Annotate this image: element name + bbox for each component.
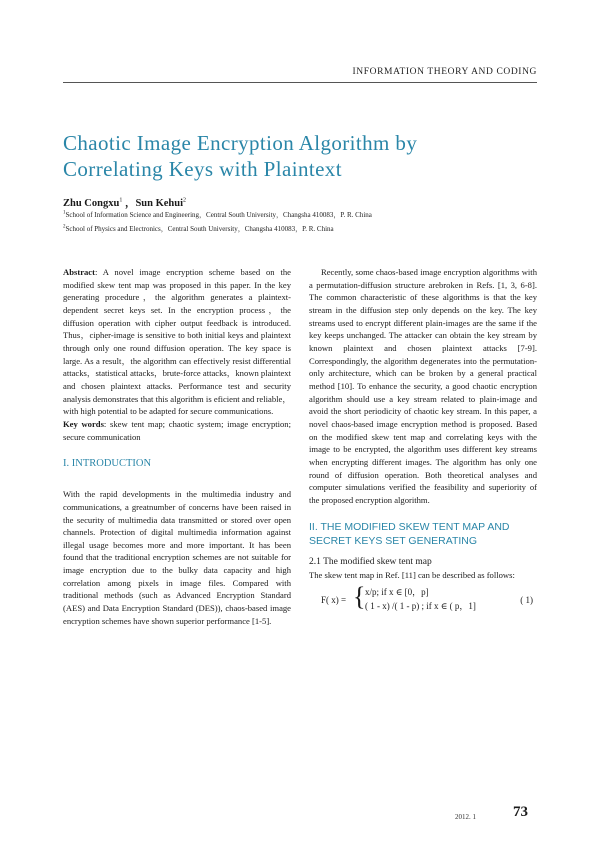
author-1: Zhu Congxu: [63, 198, 120, 209]
right-column: [309, 266, 537, 614]
affiliation-2: $^2$School of Physics and Electronics，Central South University，Changsha 410083，P. R. China: [63, 224, 334, 233]
affiliation-1: $^1$School of Information Science and Engineering，Central South University，Changsha 410083，P. R. China: [63, 210, 372, 219]
introduction-paragraph: With the rapid developments in the multimedia industry and communications, a greatnumber of concerns have been raised in the security of multimedia data transmitted or stored over open channels. Protection of digital multimedia information against illegal usage becomes more and more important. It has been found that the traditional encryption schemes are not suitable for image encryption due to the bulky data capacity and high correlation among pixels in image files. Compared with traditional methods (such as Advanced Encryption Standard (AES) and Data Encryption Standard (DES)), chaos-based image encryption schemes have shown superior performance [1-5].: [63, 489, 291, 626]
journal-section-header: INFORMATION THEORY AND CODING: [352, 67, 537, 77]
keywords: [63, 418, 291, 443]
section-1-heading: I. INTRODUCTION: [63, 458, 152, 470]
abstract-label: Abstract: [63, 267, 95, 277]
abstract-text: : A novel image encryption scheme based on the modified skew tent map was proposed in this paper. In the key generating procedure，the algorithm generates a plaintext-dependent secret keys set. In the encryption process，the diffusion operation with cipher output feedback is introduced. Thus，cipher-image is sensitive to both initial keys and plaintext through only one round diffusion operation. The key space is large. As a result，the algorithm can effectively resist differential attacks，statistical attacks，brute-force attacks，known plaintext and chosen plaintext attacks. Performance test and security analysis demonstrates that this algorithm is eficient and reliable，with high potential to be adapted for secure communications.: [63, 267, 291, 417]
header-rule: [63, 82, 537, 83]
author-2: ，Sun Kehui: [122, 198, 184, 209]
abstract: [63, 266, 291, 418]
equation-lhs: F( x) =: [321, 594, 347, 605]
keywords-label: Key words: [63, 418, 104, 429]
subsection-heading: 2.1 The modified skew tent map: [309, 557, 432, 568]
author-2-sup: 2: [183, 197, 187, 204]
left-column: [63, 266, 291, 627]
equation-number: ( 1): [520, 594, 533, 605]
page-number: 73: [513, 804, 528, 820]
equation-case-1: x/p; if x ∈ [0，p]: [365, 586, 429, 597]
equation-brace: {: [353, 581, 366, 611]
related-work-paragraph: Recently, some chaos-based image encryption algorithms with a permutation-diffusion structure arebroken in Refs. [1, 3, 6-8]. The common characteristic of these algorithms is that the key stream in the diffusion step only depends on the key. The key streams used to encrypt different plain-images are the same if the key keeps unchanged. The attacker can obtain the key stream by known plaintext and chosen plaintext attacks [7-9]. Correspondingly, the algorithm degenerates into the permutation-only architecture, which can be broken by a general practical method [10]. To enhance the security, a good chaotic encryption algorithm should use a key stream related to plain-image and avoid the short periodicity of chaotic key stream. In this paper, a novel chaos-based image encryption method is proposed. Based on the modified skew tent map and correlating keys with the image to be encrypted, the algorithm uses different key streams when encrypting different images. The algorithm has only one round of diffusion operation. Both theoretical analyses and computer simulations verified the feasibility and superiority of the proposed encryption algorithm.: [309, 267, 537, 505]
map-intro: The skew tent map in Ref. [11] can be described as follows:: [309, 570, 515, 581]
authors: [63, 195, 186, 210]
title-line-2: Correlating Keys with Plaintext: [63, 157, 342, 181]
title-line-1: Chaotic Image Encryption Algorithm by: [63, 131, 418, 155]
keywords-text: : skew tent map; chaotic system; image encryption; secure communication: [63, 418, 291, 442]
section-2-heading: II. THE MODIFIED SKEW TENT MAP AND SECRET KEYS SET GENERATING: [309, 521, 510, 548]
equation-1: [309, 581, 537, 614]
footer-year: 2012. 1: [455, 813, 476, 821]
author-1-sup: 1: [119, 197, 123, 204]
paper-title: [63, 130, 543, 182]
equation-case-2: ( 1 - x) /( 1 - p) ; if x ∈ ( p，1]: [365, 600, 476, 611]
